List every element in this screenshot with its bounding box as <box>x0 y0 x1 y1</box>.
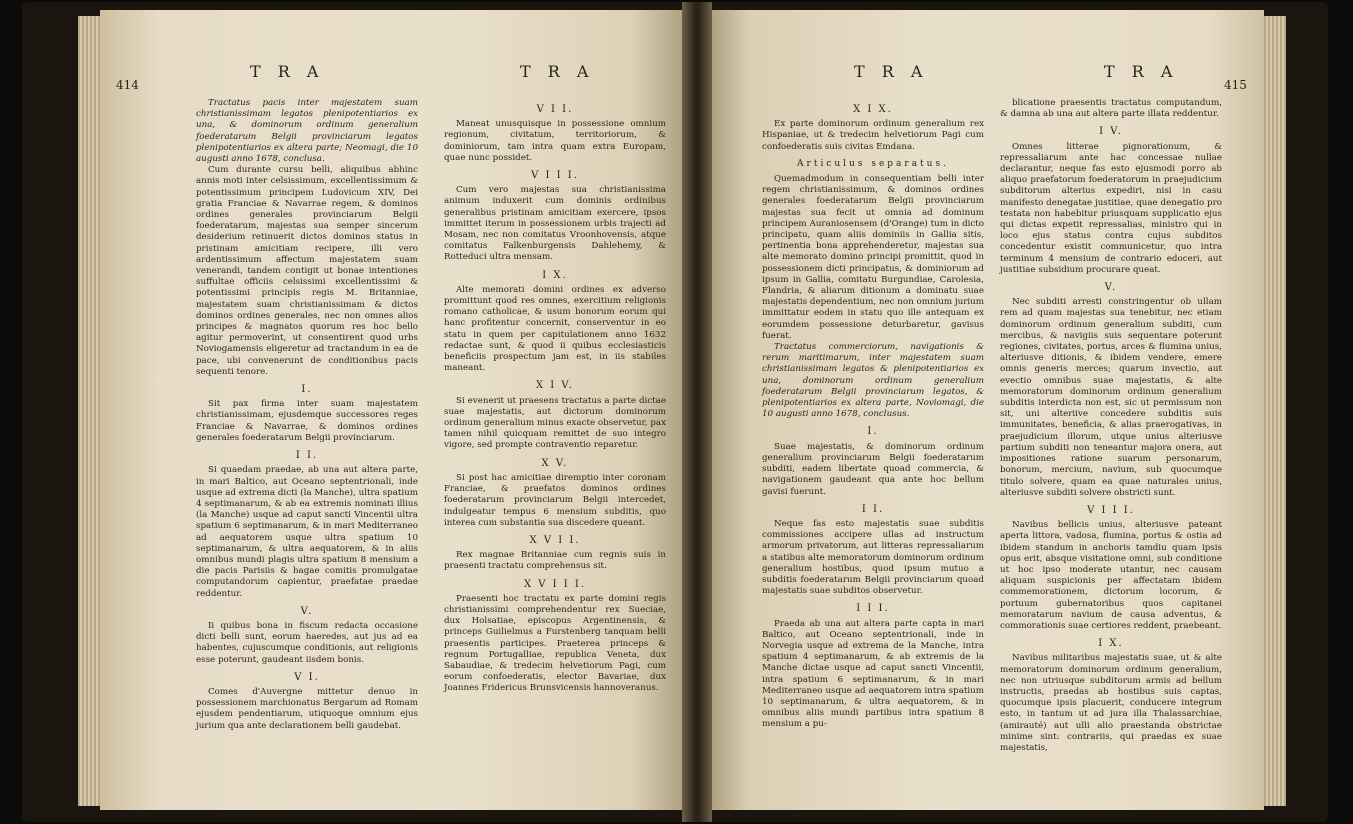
running-header-right-1: T R A <box>854 62 929 81</box>
paragraph: blicatione praesentis tractatus computandum, & damna ab una aut altera parte illata reddentur. <box>1000 98 1222 120</box>
article-number: X V. <box>541 457 569 469</box>
article-number: V. <box>300 605 314 617</box>
article-number: I X. <box>542 269 568 281</box>
paragraph: Navibus militaribus majestatis suae, ut & alte memoratorum dominorum ordinum generalium, nec non utriusque subditorum armis ad bellum instructis, praedas ab hostibus suis captas, quocumque ipsis placuerit, conducere integrum esto, in tantum ut ad jura illa Thalassarchiae, (amirauté) aut ulli alio praestanda obstrictae minime sint: contrariis, qui praedas ex suae majestatis, <box>1000 653 1222 753</box>
article-number: X V I I. <box>529 534 581 546</box>
paragraph: Comes d'Auvergne mittetur denuo in possessionem marchionatus Bergarum ad Romam ejusdem pendentiarum, utiquoque omnium ejus jurium qua ante declarationem belli gaudebat. <box>196 686 418 731</box>
article-number: V I I. <box>536 104 574 115</box>
paragraph: Navibus bellicis unius, alteriusve pateant aperta littora, vadosa, flumina, portus & ostia ad ibidem standum in anchoris tamdiu quam ipsis opus erit, absque visitatione omni, sub conditione ut hoc ipso moderate utantur, nec causam aliquam suspicionis per affectatam ibidem commemorationem, dictorum locorum, & portuum gubernatoribus quos capitanei memoratarum navium de causa adventus, & commorationis suae certiores reddent, praebeant. <box>1000 520 1222 631</box>
right-column-1 <box>762 98 984 731</box>
running-header-left-1: T R A <box>250 62 325 81</box>
left-page <box>100 10 690 810</box>
article-number: X V I I I. <box>523 578 587 590</box>
left-column-1 <box>196 98 418 732</box>
paragraph: Ii quibus bona in fiscum redacta occasione dicti belli sunt, eorum haeredes, aut jus ad ea habentes, cujuscumque conditionis, aut religionis esse poterunt, gaudeant iisdem bonis. <box>196 620 418 665</box>
paragraph: Si quaedam praedae, ab una aut altera parte, in mari Baltico, aut Oceano septentrionali, inde usque ad extrema dicti (la Manche), ultra spatium 4 septimanarum, & ab ea extremis nominati illius (la Manche) usque ad caput sancti Vincentii ultra spatium 6 septimanarum, & in mari Mediterraneo ad aequatorem usque ultra spatium 10 septimanarum, & ultra aequatorem, & in aliis omnibus mundi plagis ultra spatium 8 mensium a die pacis Parisiis & hagae comitis promulgatae computandorum capientur, praefatae praedae reddentur. <box>196 465 418 599</box>
paragraph: Praeda ab una aut altera parte capta in mari Baltico, aut Oceano septentrionali, inde in Norvegia usque ad extrema de la Manche, intra spatium 4 septimanarum, & ab extremis de la Manche dictae usque ad caput sancti Vincentii, intra spatium 6 septimanarum, & in mari Mediterraneo usque ad aequatorem intra spatium 10 septimanarum, & ultra aequatorem, & in omnibus aliis mundi partibus intra spatium 8 mensium a pu- <box>762 618 984 730</box>
paragraph: Ex parte dominorum ordinum generalium rex Hispaniae, ut & tredecim helvetiorum Pagi cum confoederatis suis civitas Emdana. <box>762 119 984 152</box>
left-column-2 <box>444 98 666 695</box>
section-heading: Articulus separatus. <box>797 158 949 169</box>
article-number: I I. <box>861 503 885 515</box>
article-number: I V. <box>1099 126 1123 138</box>
page-number-right: 415 <box>1224 78 1247 92</box>
paragraph: Si post hac amicitiae diremptio inter coronam Franciae, & praefatos dominos ordines foederatarum provinciarum Belgii intercedet, indulgeatur tempus 6 mensium subditis, quo interea cum substantia sua discedere queant. <box>444 472 666 528</box>
article-number: I I I. <box>856 603 890 615</box>
running-header-left-2: T R A <box>520 62 595 81</box>
paragraph: Cum durante cursu belli, aliquibus abhinc annis moti inter celsissimum, excellentissimum & potentissimum principem Ludovicum XIV, Dei gratia Franciae & Navarrae regem, & dominos ordines generales provinciarum Belgii foederatarum, majestas sua semper sincerum desiderium retinuerit dictos dominos status in pristinam amicitiam recipere, illi vero ardentissimum affectum majestatem suam venerandi, tandem contigit ut bonae intentiones suffultae officiis celsissimi excellentissimi & potentissimi principis regis M. Britanniae, majestatem suam christianissimam & dictos dominos ordines generales, nec non omnes alios principes & magnatos quorum res hoc bello agitur permoverint, ut consentirent quod urbs Noviogamensis eligeretur ad tractandum in ea de pace, ubi convenerunt de conditionibus pacis sequenti tenore. <box>196 165 418 377</box>
article-number: I X. <box>1098 638 1124 650</box>
article-number: X I V. <box>535 380 575 392</box>
right-page <box>704 10 1264 810</box>
page-edges-left <box>78 16 100 806</box>
paragraph: Praesenti hoc tractatu ex parte domini regis christianissimi comprehendentur rex Sueciae, dux Holsatiae, episcopus Argentinensis, & princeps Guilielmus a Furstenberg tanquam belli praesentis participes. Praeterea princeps & regnum Portugalliae, republica Veneta, dux Sabaudiae, & tredecim helvetiorum Pagi, cum eorum confoederatis, elector Bavariae, dux Joannes Fridericus Brunsvicensis hannoveranus. <box>444 593 666 694</box>
article-number: I I. <box>295 450 319 462</box>
right-column-2 <box>1000 98 1222 754</box>
paragraph: Rex magnae Britanniae cum regnis suis in praesenti tractatu comprehensus sit. <box>444 550 666 572</box>
paragraph: Suae majestatis, & dominorum ordinum generalium provinciarum Belgii foederatarum subditi, eadem libertate quoad commercia, & navigationem gaudeant qua ante hoc bellum gavisi fuerunt. <box>762 441 984 497</box>
paragraph: Neque fas esto majestatis suae subditis commissiones accipere ullas ad instructum armorum privatorum, aut litteras repressaliarum a statibus alte memoratorum dominorum ordinum generalium hostibus, quod ipsum mutuo a subditis foederatarum Belgii provinciarum quoad majestatis suae subditos observetur. <box>762 518 984 597</box>
paragraph: Quemadmodum in consequentiam belli inter regem christianissimum, & dominos ordines generales foederatarum Belgii provinciarum majestas sua fecit ut omnia ad dominum principem Auraniosensem (d'Orange) tum in dicto principatu, quam aliis dominiis in Gallia sitis, pertinentia bona apprehenderetur, majestas sua alte memorato domino principi promittit, quod in possessionem dicti principatus, & dominiorum ad ipsum in Gallia, comitatu Burgundiae, Carolesia, Flandria, & aliarum ditionum a dominatu suae majestatis dependentium, nec non omnium jurium immittatur eodem in statu quo ille antequam ex eorumdem possessione deturbaretur, gavisus fuerat. <box>762 174 984 341</box>
article-number: X I X. <box>853 104 893 115</box>
paragraph: Omnes litterae pignorationum, & repressaliarum ante hac concessae nullae declarantur, neque fas esto ejusmodi porro ab aliquo praefatorum foederatorum in praejudicium subditorum alterius expediri, nisi in casu manifesto denegatae justitiae, quae denegatio pro testata non habebitur priusquam supplicatio ejus qui dictas expetit repressalias, ministro qui in loco ejus status contra cujus subditos concedentur existit communicetur, quo intra terminum 4 mensium de contrario edoceri, aut justitiae subsidium procurare queat. <box>1000 141 1222 275</box>
article-number: V. <box>1104 282 1118 294</box>
running-header-right-2: T R A <box>1104 62 1179 81</box>
article-number: V I I I. <box>531 170 579 182</box>
paragraph: Cum vero majestas sua christianissima animum induxerit cum dominis ordinibus generalibus pristinam amicitiam exercere, ipsos immittet iterum in possessionem urbis trajecti ad Mosam, nec non comitatus Vroonhovensis, atque comitatus Falkenburgensis Dahlehemy, & Rotteduci ultra mensam. <box>444 185 666 263</box>
article-number: I. <box>867 426 879 438</box>
paragraph: Sit pax firma inter suam majestatem christianissimam, ejusdemque successores reges Franciae & Navarrae, & dominos ordines generales foederatarum Belgii provinciarum. <box>196 399 418 443</box>
paragraph: Nec subditi arresti constringentur ob ullam rem ad quam majestas sua tenebitur, nec etiam dominorum ordinum generalium subditi, cum mercibus, & navigiis suis sequentare poterunt regiones, civitates, portus, arces & flumina unius, alteriusve ditionis, & ibidem vendere, emere omnis generis merces; quarum invectio, aut evectio omnibus suae majestatis, & alte memoratorum dominorum ordinum generalium subditis interdicta non est, sic ut permissum non sit, uni alteriive concedere subditis suis immunitates, beneficia, & alias praerogativas, in praejudicium illorum, utque unius alteriusve partium subditi non teneantur majora onera, aut impositiones ratione suarum personarum, bonorum, mercium, navium, sub quocumque titulo solvere, quam ea quae naturales unius, alteriusve subditi solvere obstricti sunt. <box>1000 297 1222 498</box>
article-number: V I. <box>294 671 320 683</box>
treaty-title: Tractatus pacis inter majestatem suam christianissimam legatos plenipotentiarios ex una, & dominorum ordinum generalium foederatarum Belgii provinciarum legatos plenipotentiarios ex altera parte; Neomagi, die 10 augusti anno 1678, conclusa. <box>196 98 418 165</box>
treaty-title: Tractatus commerciorum, navigationis & rerum maritimarum, inter majestatem suam christianissimam legatos & plenipotentiarios ex una, dominorum ordinum generalium foederatarum Belgii provinciarum legatos, & plenipotentiarios ex altera parte, Noviomagi, die 10 augusti anno 1678, conclusus. <box>762 342 984 420</box>
book-spread <box>22 2 1328 822</box>
article-number: I. <box>301 384 313 396</box>
paragraph: Alte memorati domini ordines ex adverso promittunt quod res omnes, exercitium religionis romano catholicae, & usum bonorum eorum qui hanc profitentur concernit, conserventur in eo statu in quem per capitulationem anno 1632 redactae sunt, & quod ii quibus ecclesiasticis beneficiis prospectum jam est, in iis stabiles maneant. <box>444 284 666 374</box>
paragraph: Maneat unusquisque in possessione omnium regionum, civitatum, territoriorum, & dominiorum, tam intra quam extra Europam, quae nunc possidet. <box>444 119 666 163</box>
page-edges-right <box>1264 16 1286 806</box>
article-number: V I I I. <box>1087 504 1135 516</box>
book-gutter <box>682 2 712 822</box>
page-number-left: 414 <box>116 78 139 92</box>
paragraph: Si evenerit ut praesens tractatus a parte dictae suae majestatis, aut dictorum dominorum ordinum generalium minus exacte observetur, pax tamen nihil quicquam remittet de suo integro vigore, sed prompte contraventio reparetur. <box>444 395 666 451</box>
